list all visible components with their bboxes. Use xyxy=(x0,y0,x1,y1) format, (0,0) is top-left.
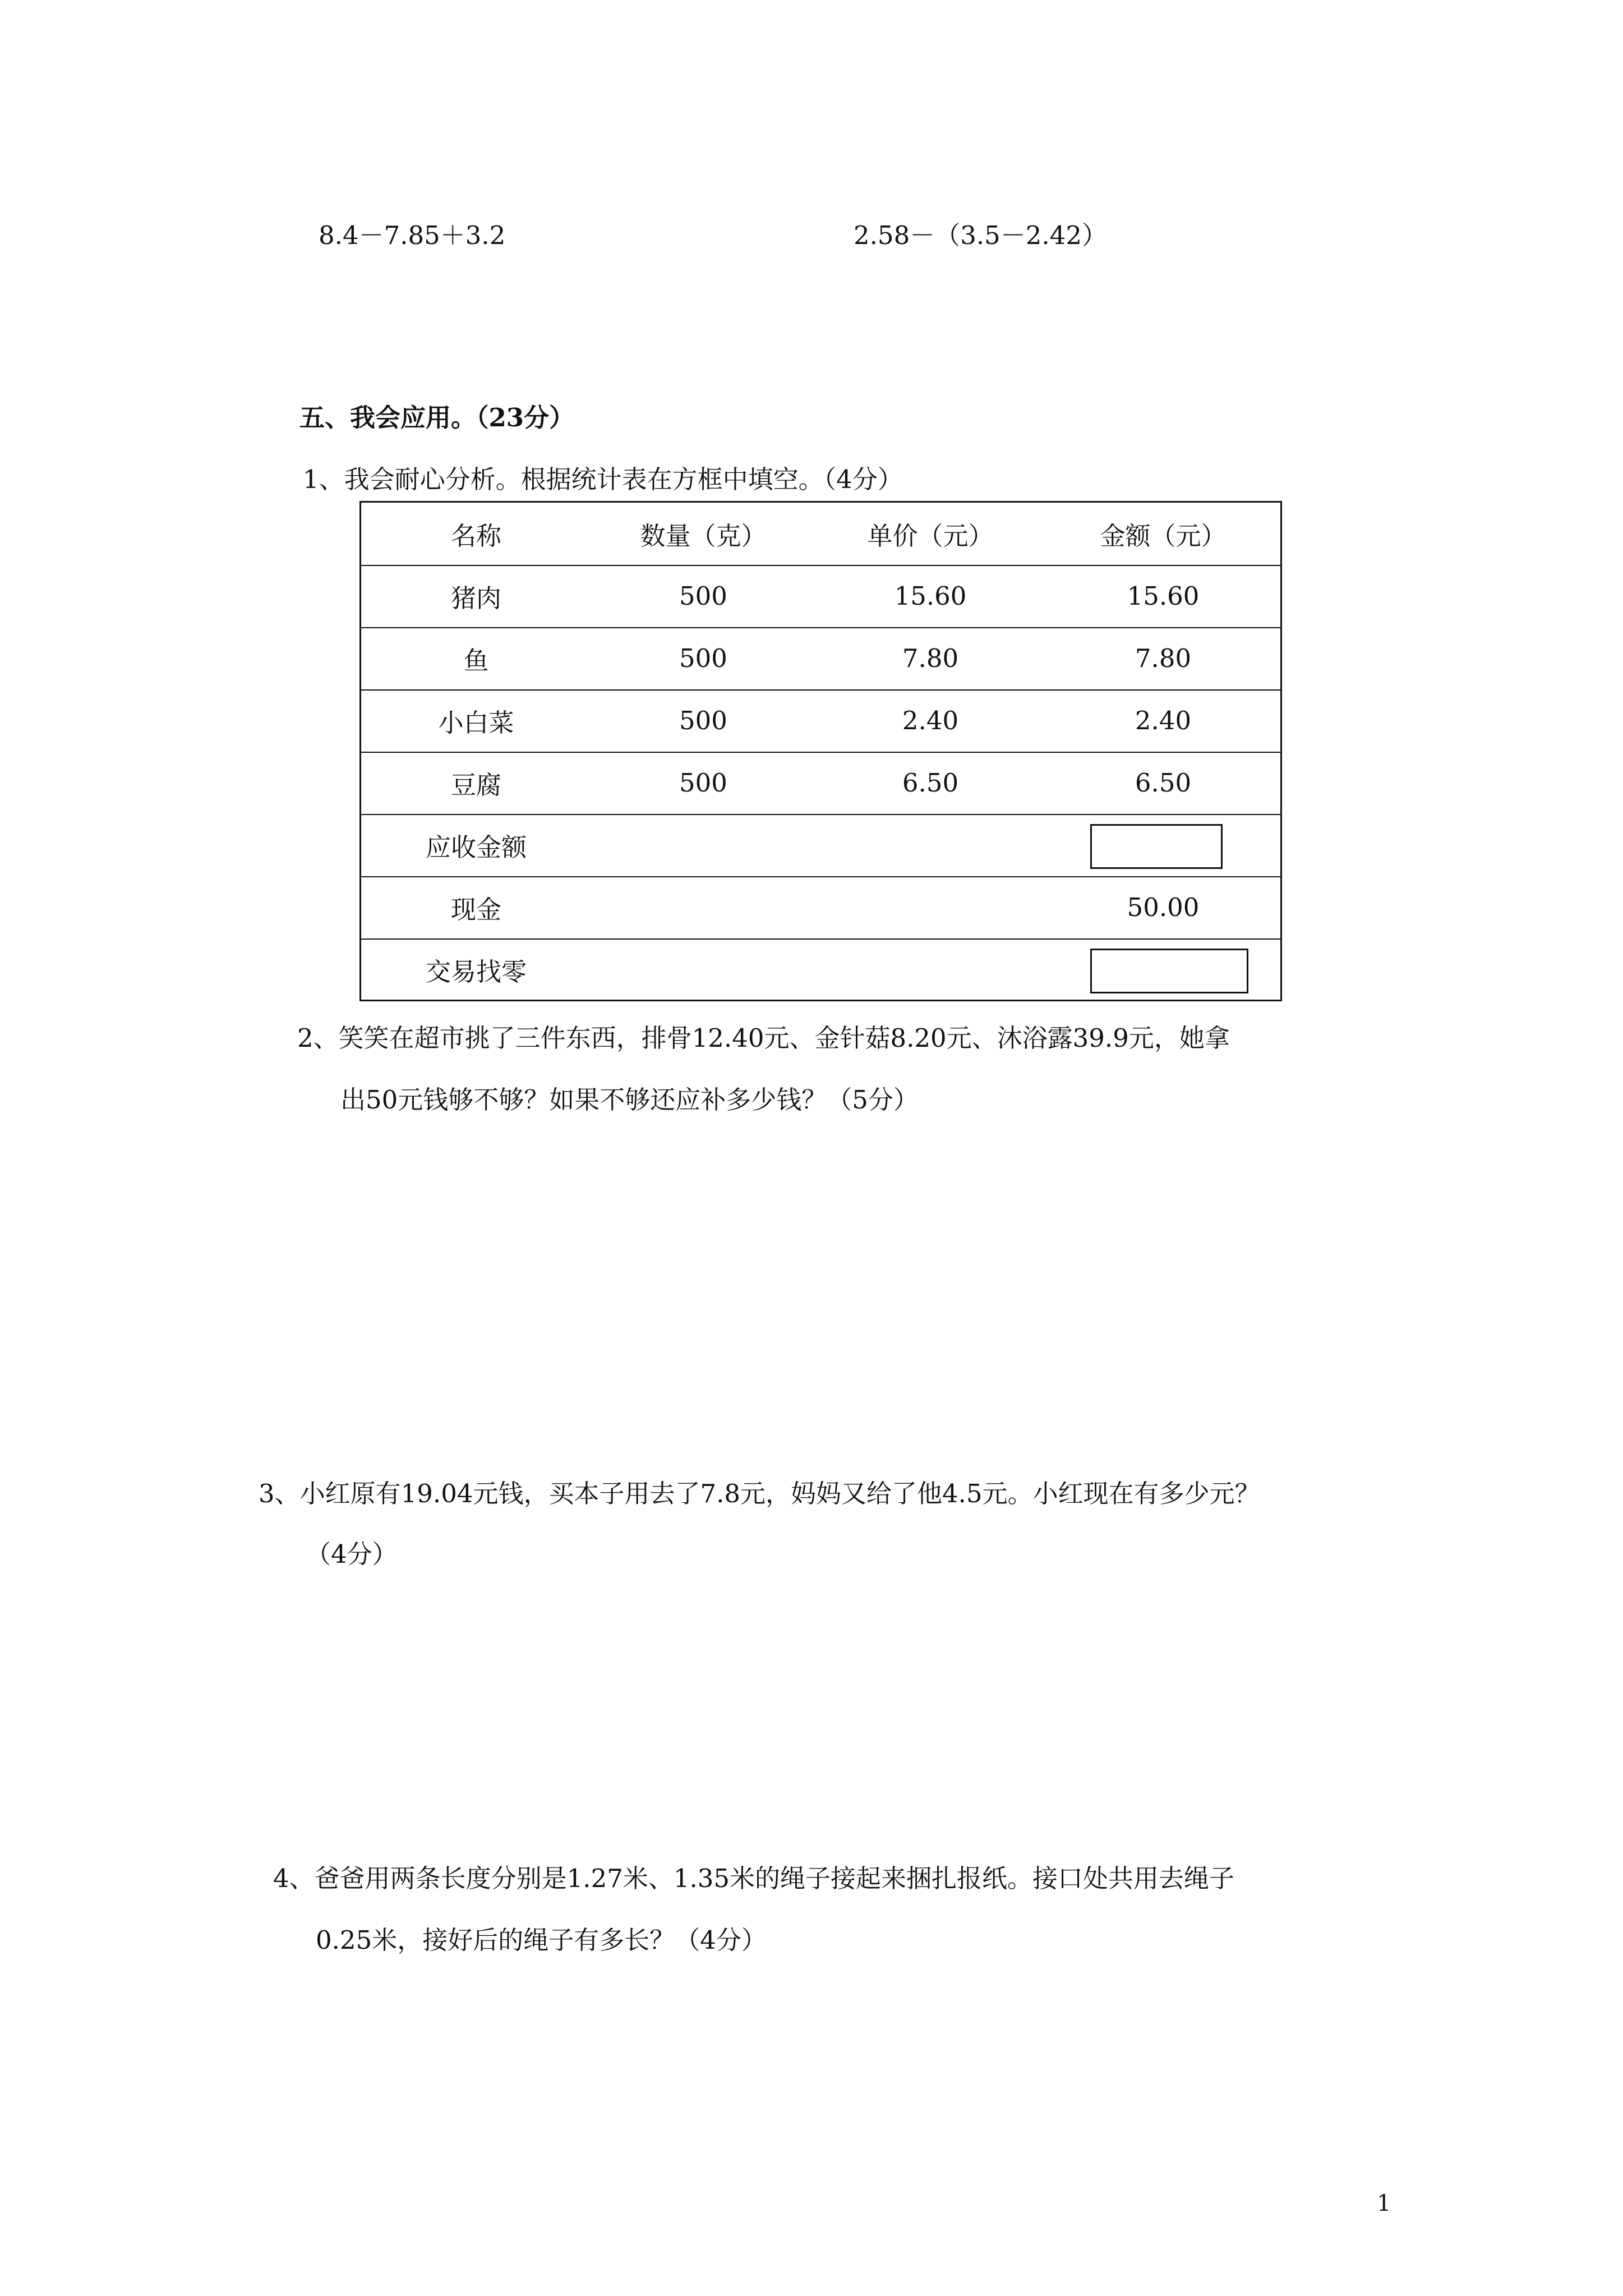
header-unit-price: 单价（元） xyxy=(867,521,994,551)
table-row xyxy=(361,565,1280,628)
question-3-line-1: 3、小红原有19.04元钱，买本子用去了7.8元，妈妈又给了他4.5元。小红现在有多少元？ xyxy=(259,1479,1260,1508)
cash-row xyxy=(361,876,1280,940)
question-3-line-2: （4分） xyxy=(306,1539,398,1569)
item-unit-price: 2.40 xyxy=(902,706,959,735)
table-row xyxy=(361,627,1280,691)
table-row xyxy=(361,752,1280,815)
item-amount: 15.60 xyxy=(1127,581,1200,611)
header-quantity: 数量（克） xyxy=(640,521,767,551)
section-title: 五、我会应用。（23分） xyxy=(299,403,575,432)
statistics-table xyxy=(359,501,1282,1001)
item-name: 猪肉 xyxy=(450,583,501,613)
item-quantity: 500 xyxy=(679,768,727,798)
change-row xyxy=(361,938,1280,1001)
header-amount: 金额（元） xyxy=(1100,521,1227,551)
header-name: 名称 xyxy=(450,521,501,551)
item-amount: 2.40 xyxy=(1135,706,1192,735)
item-unit-price: 7.80 xyxy=(902,643,959,673)
table-row xyxy=(361,689,1280,753)
item-quantity: 500 xyxy=(679,581,727,611)
question-2-line-2: 出50元钱够不够？如果不够还应补多少钱？（5分） xyxy=(340,1085,919,1115)
item-quantity: 500 xyxy=(679,706,727,735)
question-4-line-2: 0.25米，接好后的绳子有多长？（4分） xyxy=(316,1925,767,1955)
question-1-text: 1、我会耐心分析。根据统计表在方框中填空。（4分） xyxy=(303,464,903,494)
cash-value: 50.00 xyxy=(1127,892,1200,922)
receivable-label: 应收金额 xyxy=(425,832,527,862)
change-answer-box[interactable] xyxy=(1090,949,1248,993)
item-name: 豆腐 xyxy=(450,770,501,800)
receivable-answer-box[interactable] xyxy=(1090,824,1223,869)
calc-expression-1: 8.4－7.85＋3.2 xyxy=(319,220,506,250)
item-amount: 6.50 xyxy=(1135,768,1192,798)
receivable-row xyxy=(361,814,1280,877)
question-2-line-1: 2、笑笑在超市挑了三件东西，排骨12.40元、金针菇8.20元、沐浴露39.9元，她拿 xyxy=(297,1023,1230,1053)
question-4-line-1: 4、爸爸用两条长度分别是1.27米、1.35米的绳子接起来捆扎报纸。接口处共用去绳子 xyxy=(273,1864,1235,1893)
item-unit-price: 6.50 xyxy=(902,768,959,798)
item-unit-price: 15.60 xyxy=(894,581,967,611)
item-name: 鱼 xyxy=(463,646,489,675)
table-header-row xyxy=(361,503,1280,566)
change-label: 交易找零 xyxy=(425,957,527,987)
item-quantity: 500 xyxy=(679,643,727,673)
calc-expression-2: 2.58－（3.5－2.42） xyxy=(854,220,1107,250)
item-name: 小白菜 xyxy=(438,708,514,738)
item-amount: 7.80 xyxy=(1135,643,1192,673)
page-number: 1 xyxy=(1377,2191,1391,2216)
cash-label: 现金 xyxy=(450,895,501,924)
